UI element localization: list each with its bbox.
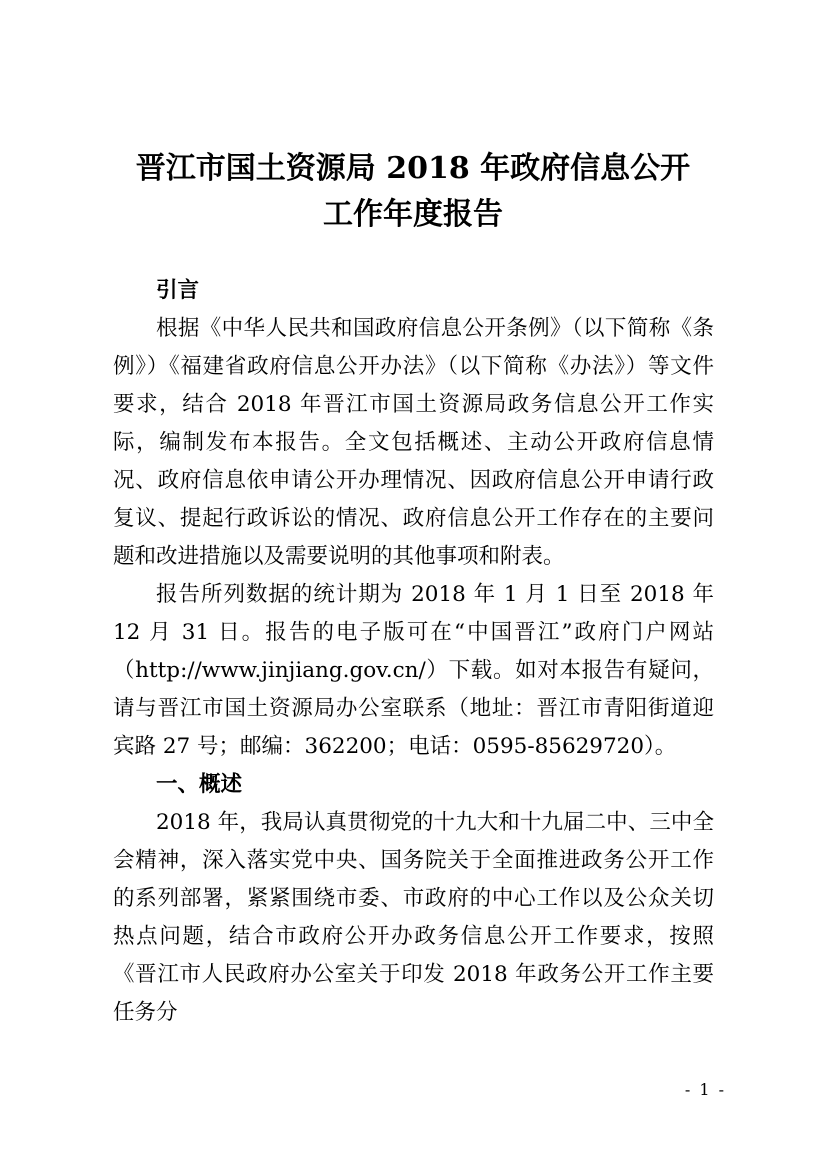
intro-paragraph-1: 根据《中华人民共和国政府信息公开条例》（以下简称《条例》）《福建省政府信息公开办法》（以下简称《办法》）等文件要求，结合 2018 年晋江市国土资源局政务信息公开工作实际，编制发布本报告。全文包括概述、主动公开政府信息情况、政府信息依申请公开办理情况、因政府信息公开申请行政复议、提起行政诉讼的情况、政府信息公开工作存在的主要问题和改进措施以及需要说明的其他事项和附表。: [113, 316, 714, 569]
section-1-heading: 一、概述: [156, 772, 243, 797]
page-number: - 1 -: [684, 1080, 726, 1099]
intro-heading: 引言: [156, 278, 200, 303]
intro-paragraph-2: 报告所列数据的统计期为 2018 年 1 月 1 日至 2018 年 12 月 31 日。报告的电子版可在“中国晋江”政府门户网站（http://www.jinjiang.gov.cn/）下载。如对本报告有疑问，请与晋江市国土资源局办公室联系（地址：晋江市青阳街道迎宾路 27 号；邮编：362200；电话：0595-85629720）。: [113, 582, 714, 759]
document-title-line-2: 工作年度报告: [323, 197, 503, 232]
section-1-paragraph: 2018 年，我局认真贯彻党的十九大和十九届二中、三中全会精神，深入落实党中央、国务院关于全面推进政务公开工作的系列部署，紧紧围绕市委、市政府的中心工作以及公众关切热点问题，结合市政府公开办政务信息公开工作要求，按照《晋江市人民政府办公室关于印发 2018 年政务公开工作主要任务分: [113, 810, 714, 1025]
document-title: [0, 146, 826, 238]
document-title-line-1: 晋江市国土资源局 2018 年政府信息公开: [135, 151, 691, 186]
document-body: [113, 272, 714, 1032]
